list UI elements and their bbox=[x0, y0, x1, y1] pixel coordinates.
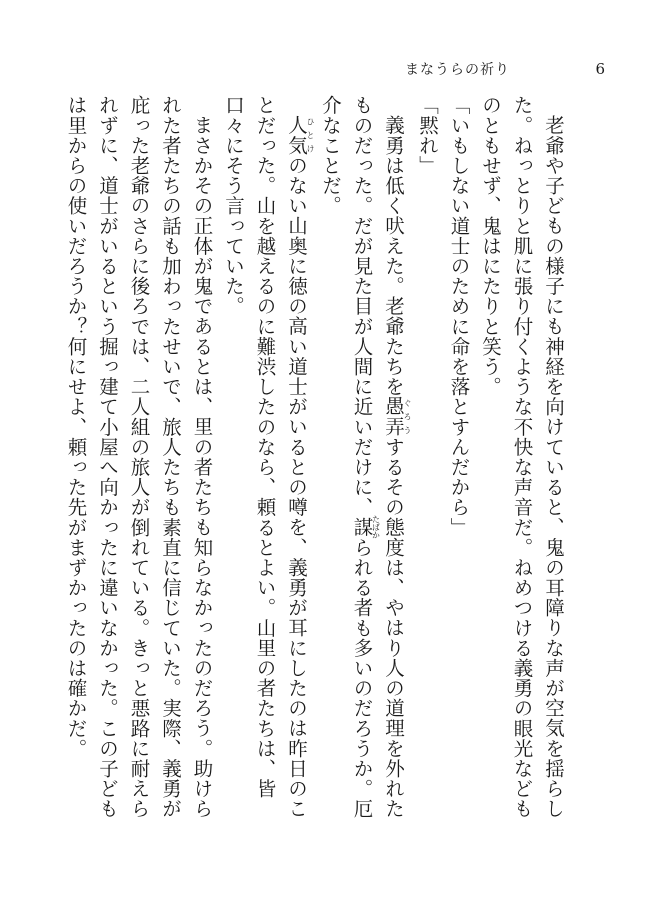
ruby-gurou-base: 愚弄 bbox=[382, 395, 405, 437]
ruby-gurou-reading: ぐろう bbox=[403, 395, 412, 437]
paragraph-2-dialogue: 「いもしない道士のために命を落とすんだから」 bbox=[447, 95, 471, 538]
paragraph-5 bbox=[218, 95, 315, 825]
vertical-text-block bbox=[64, 95, 569, 825]
ruby-hitoke-base: 人気 bbox=[285, 114, 308, 155]
ruby-gurou bbox=[382, 395, 412, 437]
ruby-tabaka-reading: たばか bbox=[371, 515, 381, 540]
page-header bbox=[405, 58, 605, 80]
paragraph-1: 老爺や子どもの様子にも神経を向けていると、鬼の耳障りな声が空気を揺らした。ねっとりと肌に張り付くような不快な声音だ。ねめつける義勇の眼光などものともせず、鬼はにたりと笑う。 bbox=[479, 95, 565, 819]
running-title: まなうらの祈り bbox=[405, 62, 510, 78]
ruby-tabaka bbox=[350, 515, 381, 540]
paragraph-4-part-a: 義勇は低く吠えた。老爺たちを bbox=[382, 114, 405, 396]
paragraph-4-part-b: するその態度は、やはり人の道理を外れたものだった。だが見た目が人間に近いだけに、 bbox=[350, 95, 405, 819]
paragraph-3-dialogue: 「黙れ」 bbox=[416, 95, 439, 176]
paragraph-4 bbox=[315, 95, 412, 825]
paragraph-4-part-c: られる者も多いのだろうか。厄介なことだ。 bbox=[319, 95, 374, 819]
ruby-hitoke-reading: ひとけ bbox=[306, 114, 315, 155]
page-number: 6 bbox=[595, 60, 605, 78]
paragraph-6: まさかその正体が鬼であるとは、里の者たちも知らなかったのだろう。助けられた者たちの話も加わったせいで、旅人たちも素直に信じていた。実際、義勇が庇った老爺のさらに後ろでは、二人組の旅人が倒れている。きっと悪路に耐えられずに、道士がいるという掘っ建て小屋へ向かったに違いなかった。この子どもは里からの使いだろうか？何にせよ、頼った先がまずかったのは確かだ。 bbox=[64, 95, 214, 819]
ruby-hitoke bbox=[285, 114, 315, 155]
ruby-tabaka-base: 謀 bbox=[350, 515, 374, 540]
paragraph-5-rest: のない山奥に徳の高い道士がいるとの噂を、義勇が耳にしたのは昨日のことだった。山を越えるのに難渋したのなら、頼るとよい。山里の者たちは、皆口々にそう言っていた。 bbox=[222, 95, 308, 819]
